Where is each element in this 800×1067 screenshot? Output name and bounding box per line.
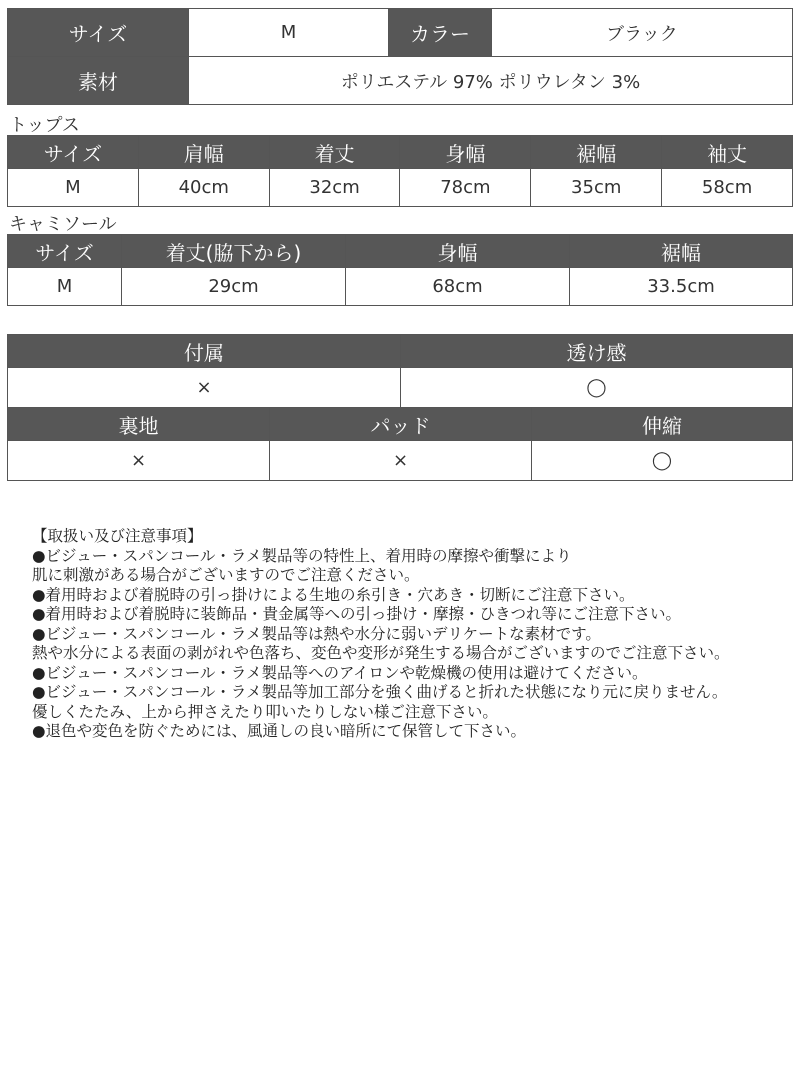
color-value: ブラック [492, 9, 793, 57]
camisole-header-size: サイズ [8, 235, 122, 268]
tops-shoulder: 40cm [138, 169, 269, 207]
attributes-table-2 [7, 407, 793, 481]
sheerness-label: 透け感 [401, 335, 793, 368]
tops-hem: 35cm [531, 169, 662, 207]
tops-size-table [7, 135, 793, 207]
lining-label: 裏地 [8, 408, 270, 441]
padding-value: × [270, 441, 532, 481]
care-note-line: ●ビジュー・スパンコール・ラメ製品等へのアイロンや乾燥機の使用は避けてください。 [32, 663, 648, 682]
lining-value: × [8, 441, 270, 481]
camisole-header-length: 着丈(脇下から) [122, 235, 346, 268]
camisole-header-hem: 裾幅 [570, 235, 793, 268]
material-value: ポリエステル 97% ポリウレタン 3% [189, 57, 793, 105]
camisole-caption: キャミソール [9, 214, 117, 235]
care-notes [32, 527, 792, 742]
spec-table [7, 8, 793, 105]
accessories-label: 付属 [8, 335, 401, 368]
tops-header-shoulder: 肩幅 [138, 136, 269, 169]
size-label: サイズ [8, 9, 189, 57]
camisole-size-table [7, 234, 793, 306]
tops-header-width: 身幅 [400, 136, 531, 169]
tops-sleeve: 58cm [662, 169, 793, 207]
care-note-line: ●退色や変色を防ぐためには、風通しの良い暗所にて保管して下さい。 [32, 722, 527, 740]
care-note-line: 熱や水分による表面の剥がれや色落ち、変色や変形が発生する場合がございますのでご注意下さい。 [32, 644, 730, 662]
tops-header-length: 着丈 [269, 136, 400, 169]
tops-length: 32cm [269, 169, 400, 207]
care-note-line: ●着用時および着脱時に装飾品・貴金属等への引っ掛け・摩擦・ひきつれ等にご注意下さい。 [32, 605, 682, 623]
tops-header-size: サイズ [8, 136, 139, 169]
size-value: M [189, 9, 389, 57]
stretch-value: ◯ [532, 441, 793, 481]
care-notes-title: 【取扱い及び注意事項】 [32, 527, 203, 545]
tops-header-sleeve: 袖丈 [662, 136, 793, 169]
accessories-value: × [8, 368, 401, 408]
tops-caption: トップス [9, 115, 80, 136]
care-note-line: ●ビジュー・スパンコール・ラメ製品等の特性上、着用時の摩擦や衝撃により [32, 546, 572, 565]
camisole-header-width: 身幅 [346, 235, 570, 268]
attributes-table-1 [7, 334, 793, 408]
color-label: カラー [389, 9, 492, 57]
care-note-line: ●ビジュー・スパンコール・ラメ製品等は熱や水分に弱いデリケートな素材です。 [32, 624, 601, 643]
camisole-width: 68cm [346, 268, 570, 306]
care-note-line: 肌に刺激がある場合がございますのでご注意ください。 [32, 566, 420, 584]
care-note-line: ●着用時および着脱時の引っ掛けによる生地の糸引き・穴あき・切断にご注意下さい。 [32, 585, 635, 604]
material-label: 素材 [8, 57, 189, 105]
care-note-line: 優しくたたみ、上から押さえたり叩いたりしない様ご注意下さい。 [32, 702, 498, 721]
padding-label: パッド [270, 408, 532, 441]
camisole-hem: 33.5cm [570, 268, 793, 306]
camisole-size: M [8, 268, 122, 306]
tops-header-hem: 裾幅 [531, 136, 662, 169]
camisole-length: 29cm [122, 268, 346, 306]
stretch-label: 伸縮 [532, 408, 793, 441]
sheerness-value: ◯ [401, 368, 793, 408]
care-note-line: ●ビジュー・スパンコール・ラメ製品等加工部分を強く曲げると折れた状態になり元に戻りません。 [32, 683, 728, 701]
tops-width: 78cm [400, 169, 531, 207]
tops-size: M [8, 169, 139, 207]
